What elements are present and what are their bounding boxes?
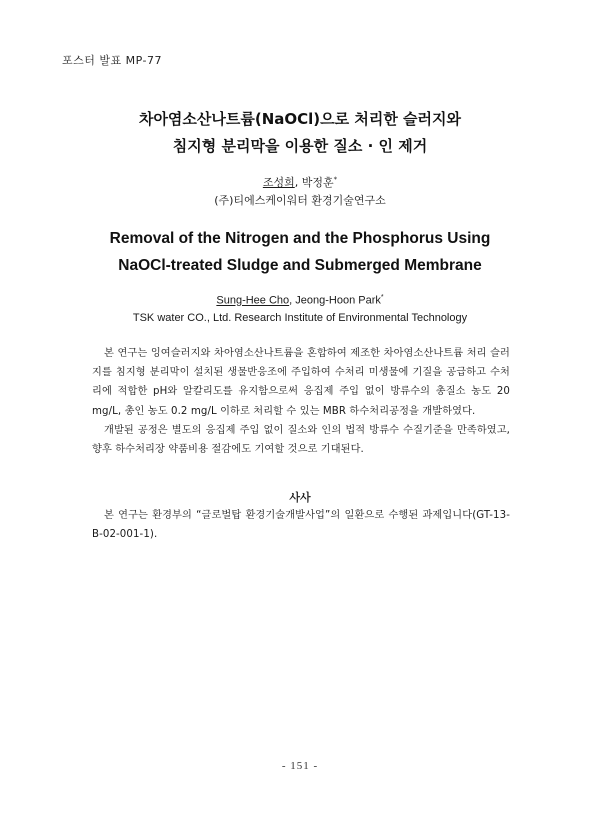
abstract — [92, 344, 510, 459]
corresponding-mark: * — [333, 175, 338, 184]
abstract-paragraph-2: 개발된 공정은 별도의 응집제 주입 없이 질소와 인의 법적 방류수 수질기준을 만족하였고, 향후 하수처리장 약품비용 절감에도 기여할 것으로 기대된다. — [92, 424, 510, 456]
korean-authors — [0, 174, 600, 190]
acknowledgement — [92, 506, 510, 544]
korean-title-line-1: 차아염소산나트륨(NaOCl)으로 처리한 슬러지와 — [138, 110, 462, 128]
corresponding-mark: * — [380, 294, 384, 301]
korean-affiliation: (주)티에스케이워터 환경기술연구소 — [214, 194, 386, 207]
english-author-1: Sung-Hee Cho — [216, 294, 290, 307]
korean-author-1: 조성희 — [262, 176, 295, 189]
author-separator: , — [289, 294, 296, 307]
page-number: - 151 - — [281, 760, 319, 772]
english-title-line-1: Removal of the Nitrogen and the Phosphorus Using — [109, 230, 491, 247]
korean-title-line-2: 침지형 분리막을 이용한 질소 · 인 제거 — [172, 137, 428, 155]
english-authors — [0, 294, 600, 307]
acknowledgement-text: 본 연구는 환경부의 “글로벌탑 환경기술개발사업”의 일환으로 수행된 과제입니다(GT-13-B-02-001-1). — [92, 510, 510, 541]
abstract-paragraph-1: 본 연구는 잉여슬러지와 차아염소산나트륨을 혼합하여 제조한 차아염소산나트륨 처리 슬러지를 침지형 분리막이 설치된 생물반응조에 주입하여 수처리 미생물에 기질을 공급하고 수처리에 적합한 pH와 알칼리도를 유지함으로써 응집제 주입 없이 방류수의 총질소 농도 20 mg/L, 총인 농도 0.2 mg/L 이하로 처리할 수 있는 MBR 하수처리공정을 개발하였다. — [92, 348, 510, 417]
session-label: 포스터 발표 MP-77 — [62, 54, 162, 67]
author-separator: , — [294, 176, 302, 189]
english-author-2: Jeong-Hoon Park — [295, 294, 381, 307]
english-title-line-2: NaOCl-treated Sludge and Submerged Membrane — [118, 257, 482, 274]
korean-author-2: 박정훈 — [301, 176, 334, 189]
english-affiliation: TSK water CO., Ltd. Research Institute of Environmental Technology — [132, 312, 468, 324]
acknowledgement-heading: 사사 — [289, 491, 311, 504]
